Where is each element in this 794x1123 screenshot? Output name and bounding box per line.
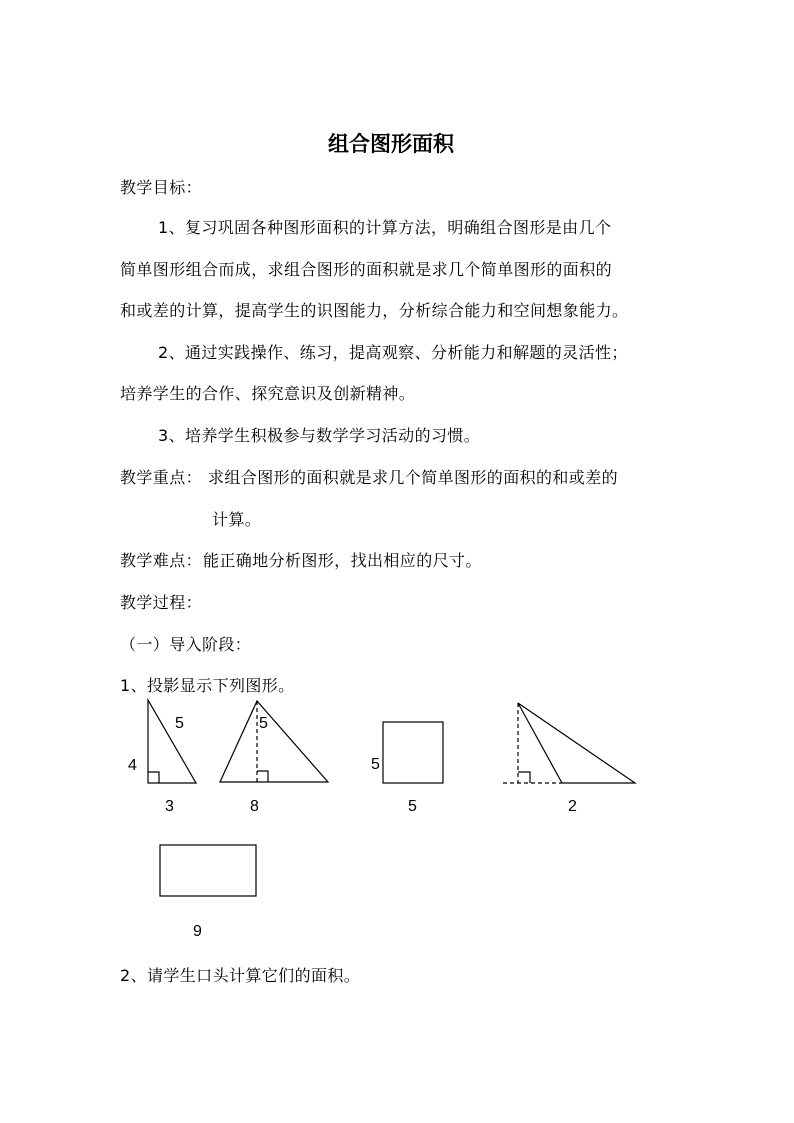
page-title: 组合图形面积 [328, 132, 454, 156]
objective-line-4: 2、通过实践操作、练习，提高观察、分析能力和解题的灵活性； [158, 343, 628, 362]
objective-line-6: 3、培养学生积极参与数学学习活动的习惯。 [158, 426, 481, 445]
objective-line-3: 和或差的计算，提高学生的识图能力，分析综合能力和空间想象能力。 [120, 301, 629, 320]
stage-heading: （一）导入阶段： [120, 635, 252, 654]
objective-line-5: 培养学生的合作、探究意识及创新精神。 [120, 384, 416, 403]
right-angle-mark [518, 772, 530, 783]
right-triangle-base-label: 3 [165, 798, 174, 815]
process-label: 教学过程： [120, 593, 203, 612]
acute-triangle-base-label: 8 [250, 798, 259, 815]
difficulty-label: 教学难点： [120, 551, 203, 570]
rectangle [160, 845, 256, 896]
difficulty-text: 能正确地分析图形，找出相应的尺寸。 [203, 551, 482, 570]
key-point-text-2: 计算。 [212, 510, 262, 529]
right-triangle-hypotenuse-label: 5 [175, 715, 184, 732]
square-side-label-bottom: 5 [408, 798, 417, 815]
right-angle-mark [148, 772, 159, 783]
rectangle-length-label: 9 [193, 923, 202, 940]
acute-triangle [220, 701, 328, 782]
acute-triangle-height-label: 5 [259, 715, 268, 732]
objective-line-2: 简单图形组合而成，求组合图形的面积就是求几个简单图形的面积的 [120, 260, 613, 279]
obtuse-triangle-base-label: 2 [568, 798, 577, 815]
obtuse-triangle [518, 703, 635, 783]
right-triangle-height-label: 4 [128, 757, 137, 774]
key-point-label: 教学重点： [120, 468, 203, 487]
objectives-label: 教学目标： [120, 178, 203, 197]
square [383, 722, 443, 783]
right-triangle [148, 700, 196, 783]
step-1: 1、投影显示下列图形。 [120, 676, 295, 695]
right-angle-mark [257, 771, 268, 782]
key-point-text-1: 求组合图形的面积就是求几个简单图形的面积的和或差的 [208, 468, 619, 487]
square-side-label-left: 5 [371, 756, 380, 773]
objective-line-1: 1、复习巩固各种图形面积的计算方法，明确组合图形是由几个 [158, 218, 612, 237]
step-2: 2、请学生口头计算它们的面积。 [120, 966, 361, 985]
